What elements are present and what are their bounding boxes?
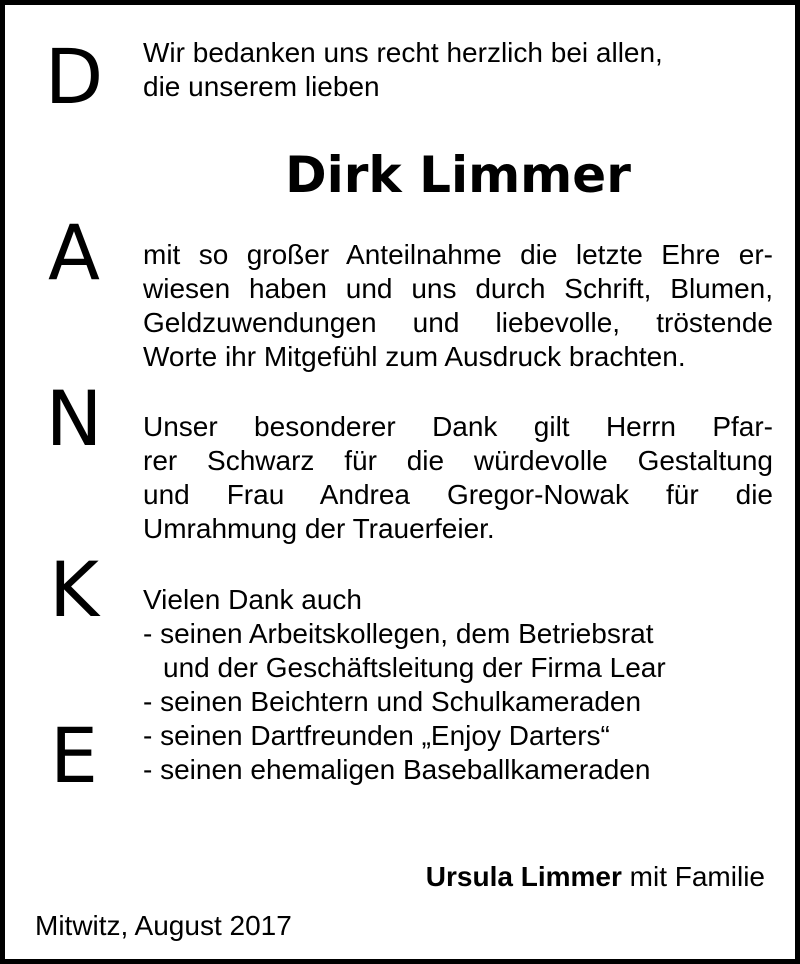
list-item: - seinen Beichtern und Schulkameraden xyxy=(143,686,642,717)
signature-suffix: mit Familie xyxy=(621,861,765,892)
letter-n: N xyxy=(45,374,103,463)
paragraph-thanks xyxy=(143,238,773,374)
list-item: - seinen Arbeitskollegen, dem Betriebsrat xyxy=(143,618,654,649)
deceased-name: Dirk Limmer xyxy=(285,146,631,204)
list-item: - seinen Dartfreunden „Enjoy Darters“ xyxy=(143,720,610,751)
thanks-heading: Vielen Dank auch xyxy=(143,584,362,615)
list-item: und der Geschäftsleitung der Firma Lear xyxy=(163,652,666,683)
place-date: Mitwitz, August 2017 xyxy=(35,910,292,941)
list-item: - seinen ehemaligen Baseballkameraden xyxy=(143,754,651,785)
intro-line-1: Wir bedanken uns recht herzlich bei allen, xyxy=(143,37,663,68)
letter-d: D xyxy=(44,32,104,121)
signature-name: Ursula Limmer xyxy=(425,861,622,892)
signature xyxy=(426,860,765,894)
paragraph-line: und Frau Andrea Gregor-Nowak für die xyxy=(143,479,773,510)
letter-e: E xyxy=(49,711,99,800)
paragraph-line: Geldzuwendungen und liebevolle, tröstende xyxy=(143,307,773,338)
letter-a: A xyxy=(48,208,100,297)
intro-text xyxy=(143,36,773,104)
paragraph-line: mit so großer Anteilnahme die letzte Ehre er- xyxy=(143,239,773,270)
thanks-list xyxy=(143,583,773,787)
letter-k: K xyxy=(49,545,99,634)
paragraph-line: Unser besonderer Dank gilt Herrn Pfar- xyxy=(143,411,773,442)
intro-line-2: die unserem lieben xyxy=(143,71,380,102)
paragraph-line: Worte ihr Mitgefühl zum Ausdruck brachten. xyxy=(143,341,686,372)
paragraph-special-thanks xyxy=(143,410,773,546)
paragraph-line: wiesen haben und uns durch Schrift, Blumen, xyxy=(143,273,773,304)
paragraph-line: rer Schwarz für die würdevolle Gestaltung xyxy=(143,445,773,476)
paragraph-line: Umrahmung der Trauerfeier. xyxy=(143,513,495,544)
